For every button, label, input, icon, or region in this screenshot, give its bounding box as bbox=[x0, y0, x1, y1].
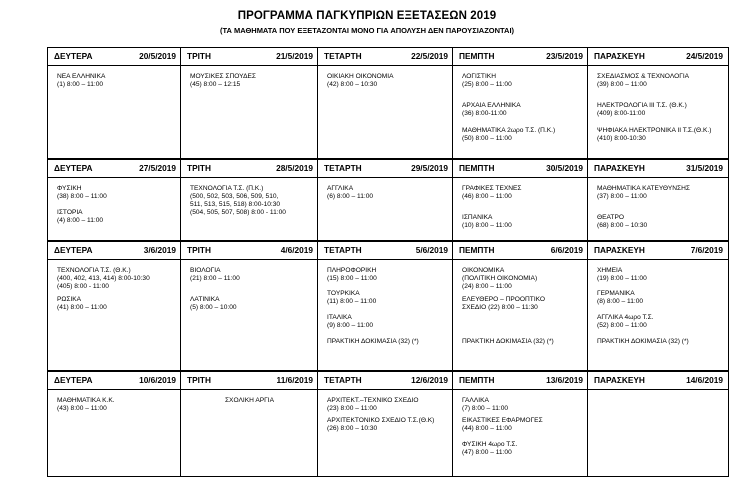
exam-line: (4) 8:00 – 11:00 bbox=[57, 217, 104, 224]
day-name: ΤΕΤΑΡΤΗ bbox=[324, 163, 362, 173]
exam-entry bbox=[327, 267, 377, 283]
day-name: ΠΑΡΑΣΚΕΥΗ bbox=[594, 245, 645, 255]
exam-line: ΠΡΑΚΤΙΚΗ ΔΟΚΙΜΑΣΙΑ (32) (*) bbox=[462, 338, 554, 345]
day-header bbox=[588, 241, 728, 260]
day-header bbox=[181, 241, 318, 260]
exam-entry bbox=[327, 417, 434, 433]
day-header bbox=[318, 241, 453, 260]
exam-entry bbox=[462, 296, 545, 312]
day-header bbox=[48, 241, 181, 260]
exam-line: ΡΩΣΙΚΑ bbox=[57, 296, 82, 303]
schedule-grid bbox=[47, 47, 727, 477]
page-subtitle: (ΤΑ ΜΑΘΗΜΑΤΑ ΠΟΥ ΕΞΕΤΑΖΟΝΤΑΙ ΜΟΝΟ ΓΙΑ ΑΠΟΛΥΣΗ ΔΕΝ ΠΑΡΟΥΣΙΑΖΟΝΤΑΙ) bbox=[219, 26, 515, 35]
exam-line: (37) 8:00 – 11:00 bbox=[597, 193, 647, 200]
exam-line: ΣΧΕΔΙΟ (22) 8:00 – 11:30 bbox=[462, 304, 538, 311]
day-name: ΤΡΙΤΗ bbox=[187, 245, 211, 255]
exam-entry bbox=[190, 296, 237, 312]
exam-line: (44) 8:00 – 11:00 bbox=[462, 425, 512, 432]
exam-line: ΟΙΚΟΝΟΜΙΚΑ bbox=[462, 267, 505, 274]
exam-entry bbox=[462, 102, 521, 118]
exam-line: ΑΓΓΛΙΚΑ bbox=[327, 185, 354, 192]
exam-entry bbox=[462, 73, 512, 89]
day-cell bbox=[181, 65, 318, 159]
exam-line: (23) 8:00 – 11:00 bbox=[327, 405, 377, 412]
exam-line: ΛΟΓΙΣΤΙΚΗ bbox=[462, 73, 496, 80]
day-name: ΠΑΡΑΣΚΕΥΗ bbox=[594, 163, 645, 173]
day-date: 5/6/2019 bbox=[415, 245, 448, 255]
day-date: 30/5/2019 bbox=[546, 163, 583, 173]
day-header bbox=[181, 47, 318, 66]
exam-line: ΙΣΠΑΝΙΚΑ bbox=[462, 214, 493, 221]
exam-line: (405) 8:00 - 11:00 bbox=[57, 283, 109, 290]
day-date: 13/6/2019 bbox=[546, 375, 583, 385]
exam-line: ΓΡΑΦΙΚΕΣ ΤΕΧΝΕΣ bbox=[462, 185, 522, 192]
day-name: ΠΕΜΠΤΗ bbox=[459, 51, 495, 61]
exam-line: ΑΓΓΛΙΚΑ 4ωρο Τ.Σ. bbox=[597, 314, 654, 321]
day-date: 3/6/2019 bbox=[143, 245, 176, 255]
weekday-column bbox=[180, 47, 318, 477]
day-date: 23/5/2019 bbox=[546, 51, 583, 61]
day-header bbox=[453, 241, 588, 260]
day-cell bbox=[588, 259, 728, 371]
exam-line: ΗΛΕΚΤΡΟΛΟΓΙΑ ΙΙΙ Τ.Σ. (Θ.Κ.) bbox=[597, 102, 687, 109]
day-name: ΤΕΤΑΡΤΗ bbox=[324, 245, 362, 255]
day-cell bbox=[453, 65, 588, 159]
exam-entry bbox=[462, 397, 508, 413]
exam-line: ΜΑΘΗΜΑΤΙΚΑ Κ.Κ. bbox=[57, 397, 115, 404]
exam-entry bbox=[462, 185, 522, 201]
exam-entry bbox=[327, 73, 393, 89]
exam-line: (42) 8:00 – 10:30 bbox=[327, 81, 378, 88]
day-name: ΤΡΙΤΗ bbox=[187, 51, 211, 61]
exam-line: (ΠΟΛΙΤΙΚΗ ΟΙΚΟΝΟΜΙΑ) bbox=[462, 275, 538, 282]
exam-entry bbox=[327, 397, 418, 413]
day-header bbox=[48, 159, 181, 178]
day-header bbox=[48, 371, 181, 390]
day-header bbox=[588, 371, 728, 390]
day-date: 29/5/2019 bbox=[411, 163, 448, 173]
day-date: 31/5/2019 bbox=[686, 163, 723, 173]
exam-line: (39) 8:00 – 11:00 bbox=[597, 81, 647, 88]
exam-line: (50) 8:00 – 11:00 bbox=[462, 135, 512, 142]
exam-entry bbox=[597, 102, 687, 118]
day-name: ΠΑΡΑΣΚΕΥΗ bbox=[594, 375, 645, 385]
exam-line: ΓΕΡΜΑΝΙΚΑ bbox=[597, 290, 635, 297]
exam-line: ΦΥΣΙΚΗ bbox=[57, 185, 82, 192]
exam-line: (5) 8:00 – 10:00 bbox=[190, 304, 237, 311]
day-cell bbox=[48, 259, 181, 371]
day-cell bbox=[453, 177, 588, 241]
day-date: 11/6/2019 bbox=[276, 375, 313, 385]
exam-entry bbox=[462, 267, 537, 291]
exam-line: ΓΑΛΛΙΚΑ bbox=[462, 397, 489, 404]
exam-entry bbox=[57, 209, 103, 225]
day-header bbox=[318, 371, 453, 390]
exam-line: (19) 8:00 – 11:00 bbox=[597, 275, 647, 282]
exam-entry bbox=[462, 417, 543, 433]
exam-entry bbox=[597, 127, 711, 143]
exam-line: 511, 513, 515, 518) 8:00-10:30 bbox=[190, 201, 281, 208]
exam-line: ΑΡΧΙΤΕΚΤΟΝΙΚΟ ΣΧΕΔΙΟ Τ.Σ.(Θ.Κ) bbox=[327, 417, 435, 424]
exam-line: ΦΥΣΙΚΗ 4ωρο Τ.Σ. bbox=[462, 441, 518, 448]
day-cell bbox=[588, 389, 728, 477]
exam-line: (7) 8:00 – 11:00 bbox=[462, 405, 509, 412]
exam-line: (15) 8:00 – 11:00 bbox=[327, 275, 377, 282]
exam-line: ΜΑΘΗΜΑΤΙΚΑ ΚΑΤΕΥΘΥΝΣΗΣ bbox=[597, 185, 690, 192]
exam-line: (43) 8:00 – 11:00 bbox=[57, 405, 107, 412]
day-name: ΠΕΜΠΤΗ bbox=[459, 245, 495, 255]
exam-line: ΑΡΧΑΙΑ ΕΛΛΗΝΙΚΑ bbox=[462, 102, 521, 109]
exam-entry bbox=[57, 296, 107, 312]
exam-line: ΒΙΟΛΟΓΙΑ bbox=[190, 267, 221, 274]
exam-line: (68) 8:00 – 10:30 bbox=[597, 222, 648, 229]
day-header bbox=[453, 47, 588, 66]
day-name: ΔΕΥΤΕΡΑ bbox=[54, 163, 93, 173]
exam-line: (26) 8:00 – 10:30 bbox=[327, 425, 378, 432]
exam-line: ΙΣΤΟΡΙΑ bbox=[57, 209, 83, 216]
day-date: 21/5/2019 bbox=[276, 51, 313, 61]
exam-entry bbox=[327, 314, 373, 330]
day-date: 12/6/2019 bbox=[411, 375, 448, 385]
day-cell bbox=[453, 259, 588, 371]
day-header bbox=[181, 159, 318, 178]
exam-line: ΛΑΤΙΝΙΚΑ bbox=[190, 296, 220, 303]
day-cell bbox=[318, 177, 453, 241]
day-header bbox=[318, 47, 453, 66]
day-date: 20/5/2019 bbox=[139, 51, 176, 61]
exam-line: (24) 8:00 – 11:00 bbox=[462, 283, 512, 290]
exam-line: ΠΡΑΚΤΙΚΗ ΔΟΚΙΜΑΣΙΑ (32) (*) bbox=[597, 338, 689, 345]
exam-line: (25) 8:00 – 11:00 bbox=[462, 81, 512, 88]
exam-line: ΙΤΑΛΙΚΑ bbox=[327, 314, 352, 321]
day-cell bbox=[48, 389, 181, 477]
exam-entry bbox=[57, 73, 105, 89]
exam-entry bbox=[597, 185, 690, 201]
exam-line: (400, 402, 413, 414) 8:00-10:30 bbox=[57, 275, 150, 282]
exam-line: (21) 8:00 – 11:00 bbox=[190, 275, 240, 282]
weekday-column bbox=[317, 47, 453, 477]
day-date: 22/5/2019 bbox=[411, 51, 448, 61]
exam-entry bbox=[190, 267, 240, 283]
exam-entry bbox=[57, 397, 115, 413]
exam-line: (9) 8:00 – 11:00 bbox=[327, 322, 374, 329]
day-cell bbox=[318, 389, 453, 477]
day-header bbox=[453, 371, 588, 390]
weekday-column bbox=[452, 47, 588, 477]
day-name: ΤΕΤΑΡΤΗ bbox=[324, 375, 362, 385]
exam-entry bbox=[57, 185, 107, 201]
exam-line: ΣΧΟΛΙΚΗ ΑΡΓΙΑ bbox=[224, 397, 274, 404]
exam-entry bbox=[597, 267, 647, 283]
exam-line: ΕΙΚΑΣΤΙΚΕΣ ΕΦΑΡΜΟΓΕΣ bbox=[462, 417, 543, 424]
exam-line: ΕΛΕΥΘΕΡΟ – ΠΡΟΟΠΤΙΚΟ bbox=[462, 296, 545, 303]
exam-entry bbox=[327, 338, 419, 346]
exam-line: ΑΡΧΙΤΕΚΤ.–ΤΕΧΝΙΚΟ ΣΧΕΔΙΟ bbox=[327, 397, 419, 404]
day-name: ΤΡΙΤΗ bbox=[187, 163, 211, 173]
day-date: 14/6/2019 bbox=[686, 375, 723, 385]
day-name: ΔΕΥΤΕΡΑ bbox=[54, 375, 93, 385]
exam-line: ΤΟΥΡΚΙΚΑ bbox=[327, 290, 360, 297]
day-header bbox=[588, 47, 728, 66]
exam-entry bbox=[57, 267, 150, 291]
weekday-column bbox=[587, 47, 729, 477]
exam-line: ΧΗΜΕΙΑ bbox=[597, 267, 623, 274]
exam-line: ΜΑΘΗΜΑΤΙΚΑ 2ωρο Τ.Σ. (Π.Κ.) bbox=[462, 127, 556, 134]
exam-entry bbox=[597, 290, 643, 306]
exam-entry bbox=[597, 314, 654, 330]
exam-line: ΘΕΑΤΡΟ bbox=[597, 214, 624, 221]
day-header bbox=[453, 159, 588, 178]
day-date: 6/6/2019 bbox=[550, 245, 583, 255]
exam-line: (410) 8:00-10:30 bbox=[597, 135, 646, 142]
exam-line: (500, 502, 503, 506, 509, 510, bbox=[190, 193, 279, 200]
exam-entry bbox=[190, 185, 286, 217]
day-date: 28/5/2019 bbox=[276, 163, 313, 173]
exam-line: (10) 8:00 – 11:00 bbox=[462, 222, 512, 229]
day-cell bbox=[588, 65, 728, 159]
exam-entry bbox=[597, 338, 689, 346]
day-header bbox=[588, 159, 728, 178]
exam-line: (38) 8:00 – 11:00 bbox=[57, 193, 107, 200]
day-name: ΠΕΜΠΤΗ bbox=[459, 375, 495, 385]
day-cell bbox=[588, 177, 728, 241]
exam-line: ΜΟΥΣΙΚΕΣ ΣΠΟΥΔΕΣ bbox=[190, 73, 256, 80]
exam-entry bbox=[462, 338, 554, 346]
day-cell bbox=[181, 389, 318, 477]
exam-line: (8) 8:00 – 11:00 bbox=[597, 298, 644, 305]
exam-entry bbox=[181, 397, 318, 405]
exam-line: ΤΕΧΝΟΛΟΓΙΑ Τ.Σ. (Θ.Κ.) bbox=[57, 267, 131, 274]
day-date: 10/6/2019 bbox=[139, 375, 176, 385]
day-cell bbox=[181, 177, 318, 241]
exam-line: (1) 8:00 – 11:00 bbox=[57, 81, 104, 88]
exam-line: ΠΡΑΚΤΙΚΗ ΔΟΚΙΜΑΣΙΑ (32) (*) bbox=[327, 338, 419, 345]
exam-entry bbox=[462, 214, 512, 230]
exam-line: (47) 8:00 – 11:00 bbox=[462, 449, 512, 456]
exam-line: ΝΕΑ ΕΛΛΗΝΙΚΑ bbox=[57, 73, 106, 80]
page-title: ΠΡΟΓΡΑΜΜΑ ΠΑΓΚΥΠΡΙΩΝ ΕΞΕΤΑΣΕΩΝ 2019 bbox=[237, 10, 497, 22]
exam-line: (36) 8:00-11:00 bbox=[462, 110, 507, 117]
day-name: ΤΕΤΑΡΤΗ bbox=[324, 51, 362, 61]
exam-line: ΨΗΦΙΑΚΑ ΗΛΕΚΤΡΟΝΙΚΑ ΙΙ Τ.Σ.(Θ.Κ.) bbox=[597, 127, 712, 134]
day-date: 4/6/2019 bbox=[280, 245, 313, 255]
exam-entry bbox=[327, 185, 373, 201]
exam-entry bbox=[327, 290, 376, 306]
exam-entry bbox=[597, 214, 647, 230]
day-date: 24/5/2019 bbox=[686, 51, 723, 61]
exam-line: (46) 8:00 – 11:00 bbox=[462, 193, 512, 200]
exam-entry bbox=[462, 441, 517, 457]
exam-entry bbox=[597, 73, 689, 89]
day-cell bbox=[318, 65, 453, 159]
exam-line: (6) 8:00 – 11:00 bbox=[327, 193, 374, 200]
day-name: ΤΡΙΤΗ bbox=[187, 375, 211, 385]
day-header bbox=[318, 159, 453, 178]
day-date: 27/5/2019 bbox=[139, 163, 176, 173]
exam-line: (11) 8:00 – 11:00 bbox=[327, 298, 377, 305]
day-header bbox=[48, 47, 181, 66]
day-name: ΠΕΜΠΤΗ bbox=[459, 163, 495, 173]
exam-line: (45) 8:00 – 12:15 bbox=[190, 81, 241, 88]
day-cell bbox=[453, 389, 588, 477]
day-header bbox=[181, 371, 318, 390]
day-date: 7/6/2019 bbox=[690, 245, 723, 255]
day-cell bbox=[48, 65, 181, 159]
day-name: ΠΑΡΑΣΚΕΥΗ bbox=[594, 51, 645, 61]
exam-line: (41) 8:00 – 11:00 bbox=[57, 304, 107, 311]
day-cell bbox=[318, 259, 453, 371]
exam-line: (504, 505, 507, 508) 8:00 - 11:00 bbox=[190, 209, 286, 216]
weekday-column bbox=[47, 47, 181, 477]
exam-entry bbox=[190, 73, 256, 89]
day-cell bbox=[181, 259, 318, 371]
exam-line: (52) 8:00 – 11:00 bbox=[597, 322, 647, 329]
exam-line: (409) 8:00-11:00 bbox=[597, 110, 646, 117]
day-name: ΔΕΥΤΕΡΑ bbox=[54, 245, 93, 255]
exam-line: ΠΛΗΡΟΦΟΡΙΚΗ bbox=[327, 267, 377, 274]
day-name: ΔΕΥΤΕΡΑ bbox=[54, 51, 93, 61]
exam-entry bbox=[462, 127, 555, 143]
exam-line: ΟΙΚΙΑΚΗ ΟΙΚΟΝΟΜΙΑ bbox=[327, 73, 394, 80]
day-cell bbox=[48, 177, 181, 241]
exam-line: ΣΧΕΔΙΑΣΜΟΣ & ΤΕΧΝΟΛΟΓΙΑ bbox=[597, 73, 690, 80]
exam-line: ΤΕΧΝΟΛΟΓΙΑ Τ.Σ. (Π.Κ.) bbox=[190, 185, 264, 192]
